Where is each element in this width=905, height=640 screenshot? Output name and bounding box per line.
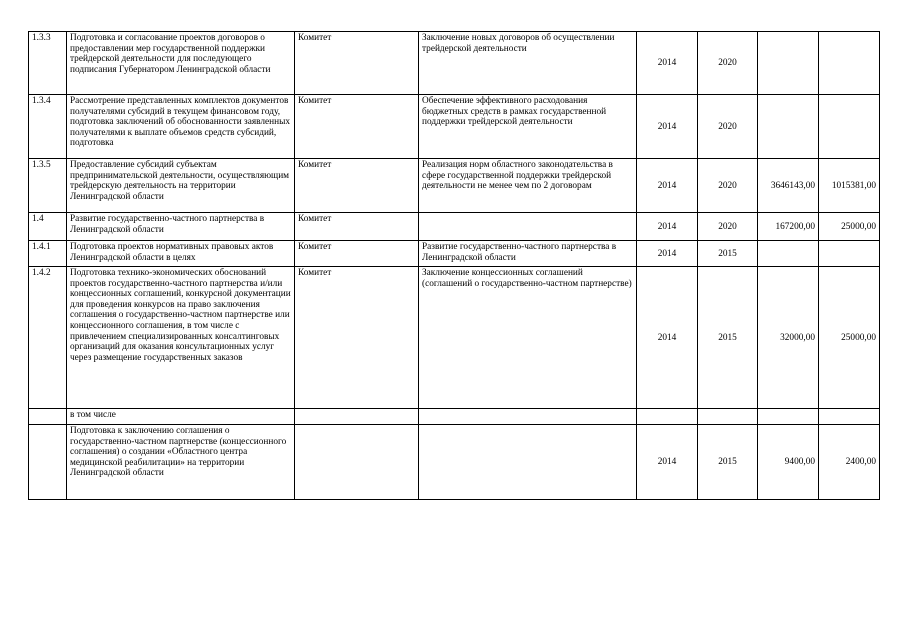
row-result xyxy=(419,425,637,500)
row-code: 1.4.2 xyxy=(29,267,67,409)
row-result: Заключение концессионных соглашений (соглашений о государственно-частном партнерстве) xyxy=(419,267,637,409)
row-amount-year xyxy=(819,409,880,425)
row-result xyxy=(419,409,637,425)
row-activity: в том числе xyxy=(67,409,295,425)
row-executor: Комитет xyxy=(295,241,419,267)
row-start-year: 2014 xyxy=(637,159,698,213)
row-result: Обеспечение эффективного расходования бюджетных средств в рамках государственной поддержки трейдерской деятельности xyxy=(419,95,637,159)
row-amount-total: 9400,00 xyxy=(758,425,819,500)
row-code: 1.3.3 xyxy=(29,32,67,95)
row-start-year: 2014 xyxy=(637,32,698,95)
row-executor xyxy=(295,409,419,425)
row-start-year xyxy=(637,409,698,425)
row-code xyxy=(29,409,67,425)
row-end-year: 2015 xyxy=(698,425,758,500)
row-executor: Комитет xyxy=(295,159,419,213)
row-amount-total xyxy=(758,95,819,159)
row-executor: Комитет xyxy=(295,32,419,95)
row-executor: Комитет xyxy=(295,267,419,409)
row-amount-total xyxy=(758,241,819,267)
row-end-year: 2015 xyxy=(698,267,758,409)
row-end-year: 2020 xyxy=(698,213,758,241)
row-amount-year: 25000,00 xyxy=(819,213,880,241)
row-start-year: 2014 xyxy=(637,241,698,267)
row-code: 1.3.5 xyxy=(29,159,67,213)
row-amount-year: 25000,00 xyxy=(819,267,880,409)
table-row xyxy=(29,159,880,213)
row-activity: Рассмотрение представленных комплектов документов получателями субсидий в текущем финансовом году, подготовка заключений об обоснованности заявленных получателями к выплате объемов средств субсидий, подготовка xyxy=(67,95,295,159)
row-amount-total: 32000,00 xyxy=(758,267,819,409)
table-row xyxy=(29,241,880,267)
row-executor xyxy=(295,425,419,500)
row-activity: Подготовка и согласование проектов договоров о предоставлении мер государственной поддержки трейдерской деятельности для последующего подписания Губернатором Ленинградской области xyxy=(67,32,295,95)
table-row xyxy=(29,409,880,425)
row-executor: Комитет xyxy=(295,213,419,241)
row-amount-total: 167200,00 xyxy=(758,213,819,241)
row-result: Реализация норм областного законодательства в сфере государственной поддержки трейдерской деятельности не менее чем по 2 договорам xyxy=(419,159,637,213)
row-executor: Комитет xyxy=(295,95,419,159)
row-activity: Развитие государственно-частного партнерства в Ленинградской области xyxy=(67,213,295,241)
row-result: Развитие государственно-частного партнерства в Ленинградской области xyxy=(419,241,637,267)
row-code: 1.3.4 xyxy=(29,95,67,159)
row-amount-year: 1015381,00 xyxy=(819,159,880,213)
row-activity: Подготовка к заключению соглашения о государственно-частном партнерстве (концессионного соглашения) о создании «Областного центра медицинской реабилитации» на территории Ленинградской области xyxy=(67,425,295,500)
table-row xyxy=(29,32,880,95)
row-end-year: 2015 xyxy=(698,241,758,267)
row-start-year: 2014 xyxy=(637,213,698,241)
row-amount-total: 3646143,00 xyxy=(758,159,819,213)
row-amount-year: 2400,00 xyxy=(819,425,880,500)
row-end-year: 2020 xyxy=(698,32,758,95)
row-end-year: 2020 xyxy=(698,159,758,213)
row-start-year: 2014 xyxy=(637,425,698,500)
row-code xyxy=(29,425,67,500)
row-start-year: 2014 xyxy=(637,267,698,409)
table-row xyxy=(29,425,880,500)
row-end-year xyxy=(698,409,758,425)
row-code: 1.4 xyxy=(29,213,67,241)
table-row xyxy=(29,267,880,409)
row-amount-total xyxy=(758,32,819,95)
row-activity: Подготовка технико-экономических обоснований проектов государственно-частного партнерства и/или концессионных соглашений, конкурсной документации для проведения конкурсов на право заключения соглашения о государственно-частном партнерстве или концессионного соглашения, в том числе с привлечением специализированных консалтинговых организаций для оказания консультационных услуг через размещение государственных заказов xyxy=(67,267,295,409)
row-amount-year xyxy=(819,241,880,267)
row-amount-total xyxy=(758,409,819,425)
table-row xyxy=(29,95,880,159)
row-amount-year xyxy=(819,32,880,95)
row-activity: Подготовка проектов нормативных правовых актов Ленинградской области в целях xyxy=(67,241,295,267)
row-end-year: 2020 xyxy=(698,95,758,159)
table-row xyxy=(29,213,880,241)
row-result xyxy=(419,213,637,241)
row-activity: Предоставление субсидий субъектам предпринимательской деятельности, осуществляющим трейдерскую деятельность на территории Ленинградской области xyxy=(67,159,295,213)
row-result: Заключение новых договоров об осуществлении трейдерской деятельности xyxy=(419,32,637,95)
row-amount-year xyxy=(819,95,880,159)
row-code: 1.4.1 xyxy=(29,241,67,267)
activities-table xyxy=(28,31,880,500)
row-start-year: 2014 xyxy=(637,95,698,159)
